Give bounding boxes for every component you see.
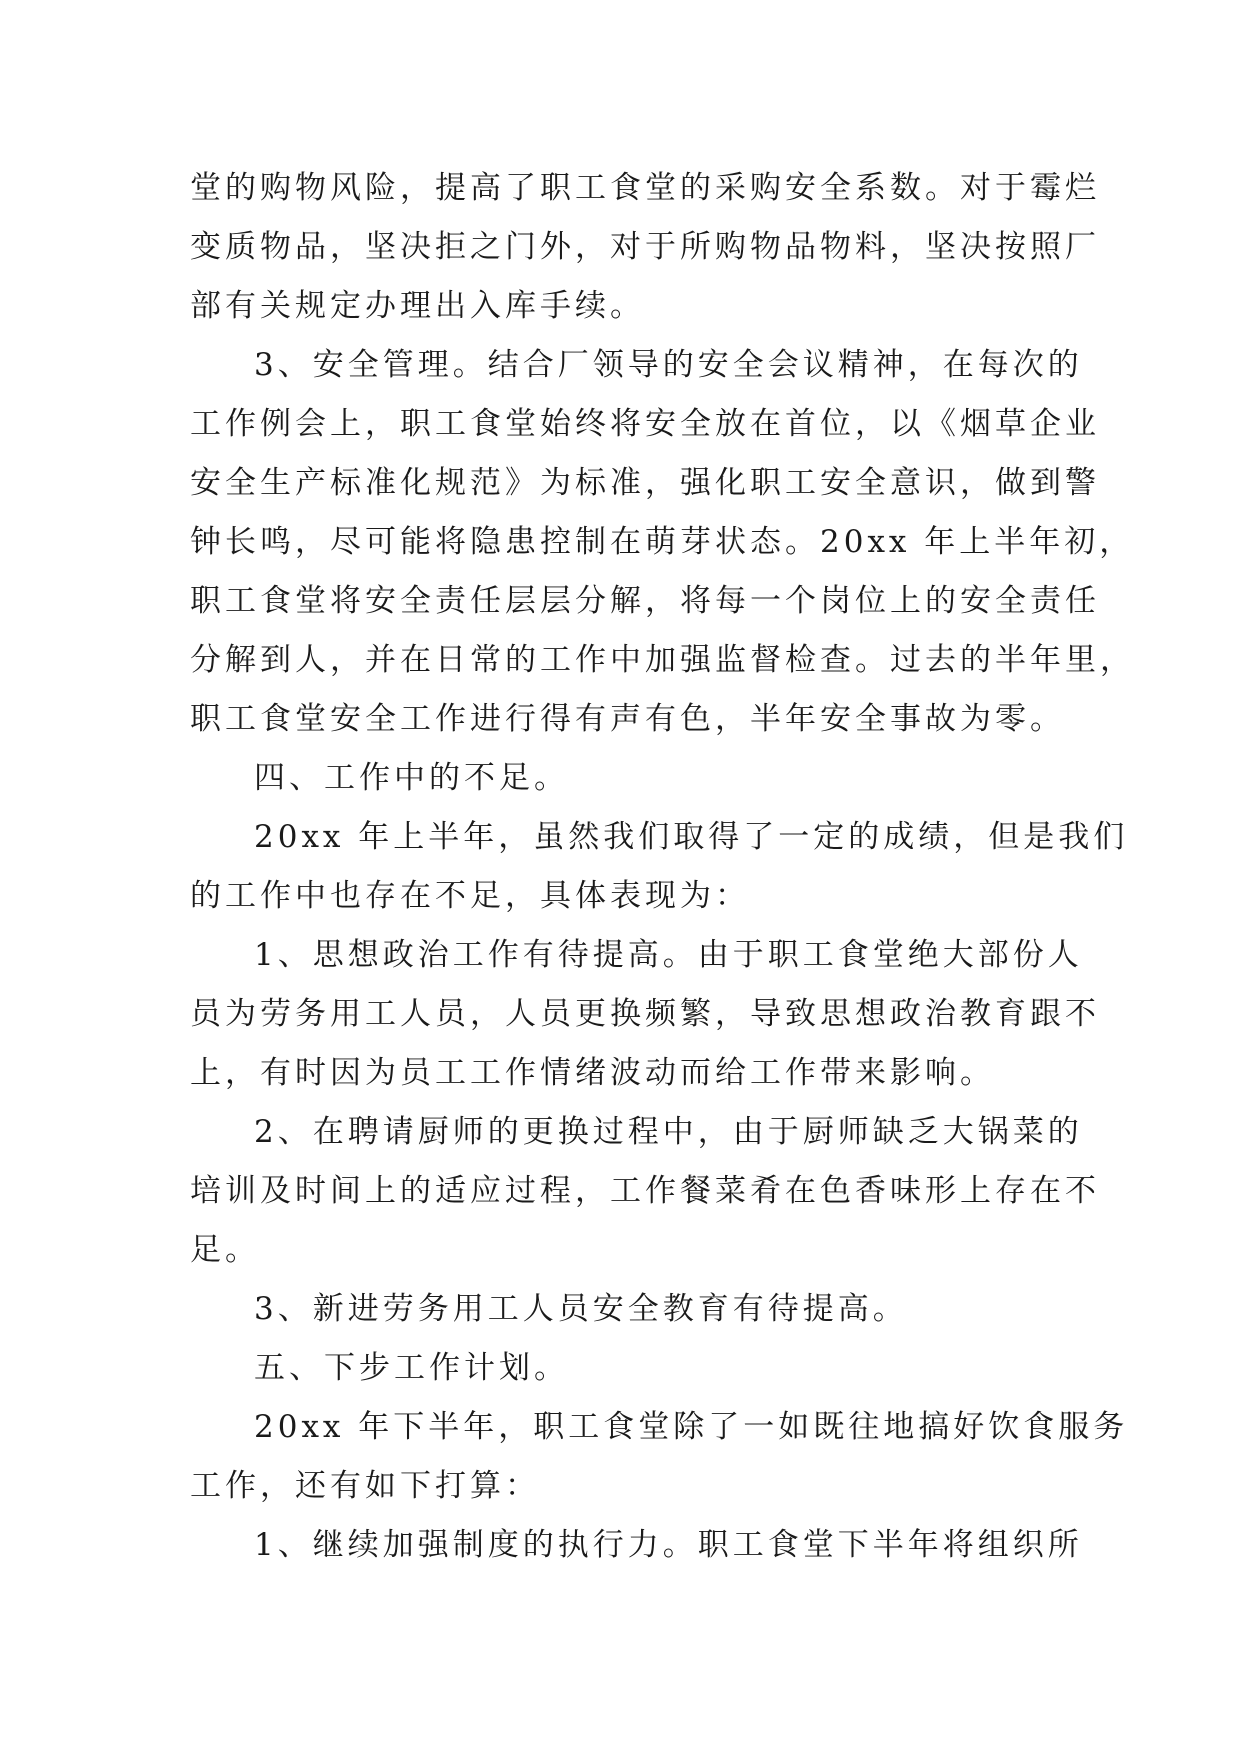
text-line: 员为劳务用工人员，人员更换频繁，导致思想政治教育跟不: [190, 996, 1100, 1032]
text-line: 培训及时间上的适应过程，工作餐菜肴在色香味形上存在不: [190, 1173, 1100, 1209]
text-line: 20xx 年上半年，虽然我们取得了一定的成绩，但是我们: [254, 819, 1129, 855]
text-line: 2、在聘请厨师的更换过程中，由于厨师缺乏大锅菜的: [254, 1114, 1083, 1150]
text-line: 分解到人，并在日常的工作中加强监督检查。过去的半年里，: [190, 642, 1135, 678]
text-line: 20xx 年下半年，职工食堂除了一如既往地搞好饮食服务: [254, 1409, 1129, 1445]
text-line: 职工食堂将安全责任层层分解，将每一个岗位上的安全责任: [190, 583, 1100, 619]
document-body: [190, 159, 1135, 1575]
text-line: 1、继续加强制度的执行力。职工食堂下半年将组织所: [254, 1527, 1083, 1563]
text-line: 3、安全管理。结合厂领导的安全会议精神，在每次的: [254, 347, 1083, 383]
text-line: 部有关规定办理出入库手续。: [190, 288, 645, 324]
text-line: 安全生产标准化规范》为标准，强化职工安全意识，做到警: [190, 465, 1100, 501]
text-line: 上，有时因为员工工作情绪波动而给工作带来影响。: [190, 1055, 995, 1091]
section-heading: 五、下步工作计划。: [254, 1350, 569, 1386]
text-line: 足。: [190, 1232, 260, 1268]
text-line: 工作，还有如下打算：: [190, 1468, 540, 1504]
text-line: 的工作中也存在不足，具体表现为：: [190, 878, 750, 914]
text-line: 职工食堂安全工作进行得有声有色，半年安全事故为零。: [190, 701, 1065, 737]
text-line: 钟长鸣，尽可能将隐患控制在萌芽状态。20xx 年上半年初，: [190, 524, 1135, 560]
text-line: 工作例会上，职工食堂始终将安全放在首位，以《烟草企业: [190, 406, 1100, 442]
text-line: 变质物品，坚决拒之门外，对于所购物品物料，坚决按照厂: [190, 229, 1100, 265]
text-line: 1、思想政治工作有待提高。由于职工食堂绝大部份人: [254, 937, 1083, 973]
text-line: 3、新进劳务用工人员安全教育有待提高。: [254, 1291, 908, 1327]
text-line: 堂的购物风险，提高了职工食堂的采购安全系数。对于霉烂: [190, 170, 1100, 206]
section-heading: 四、工作中的不足。: [254, 760, 569, 796]
